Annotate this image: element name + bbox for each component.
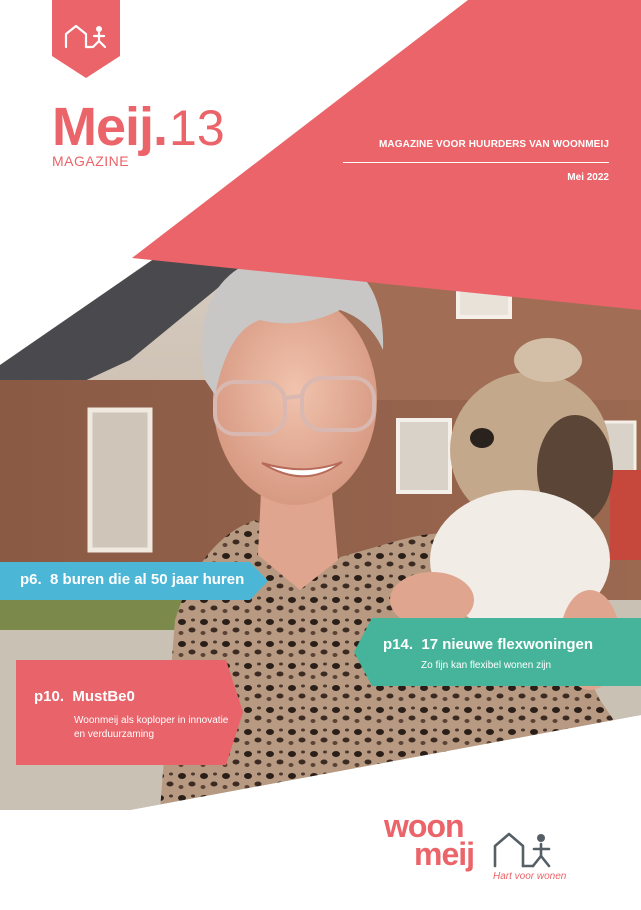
banner-p6[interactable] [0, 562, 268, 600]
magazine-title [52, 97, 225, 169]
woonmeij-logo[interactable] [380, 810, 580, 890]
house-tab [52, 0, 120, 78]
banner-p14[interactable] [354, 618, 641, 686]
banner-p10[interactable] [16, 660, 243, 765]
banner-p6-text: p6. 8 buren die al 50 jaar huren [20, 571, 245, 588]
tagline: MAGAZINE VOOR HUURDERS VAN WOONMEIJ [379, 139, 609, 150]
house-person-icon [493, 830, 555, 870]
issue-date: Mei 2022 [567, 172, 609, 183]
logo-word-meij: meij [414, 836, 475, 872]
title-subtitle: MAGAZINE [52, 153, 130, 169]
logo-slogan: Hart voor wonen [493, 871, 567, 882]
banner-p14-subtitle: Zo fijn kan flexibel wonen zijn [421, 660, 552, 671]
banner-p14-title: p14. 17 nieuwe flexwoningen [383, 636, 594, 653]
banner-p10-title: p10. MustBe0 [34, 688, 135, 705]
banner-p10-subtitle: Woonmeij als koploper in innovatie en verduurzaming [74, 715, 229, 740]
tagline-divider [343, 162, 609, 163]
issue-number: 13 [169, 100, 225, 156]
logo-word-woon: woon [384, 808, 464, 844]
title-text: Meij. [52, 97, 168, 157]
